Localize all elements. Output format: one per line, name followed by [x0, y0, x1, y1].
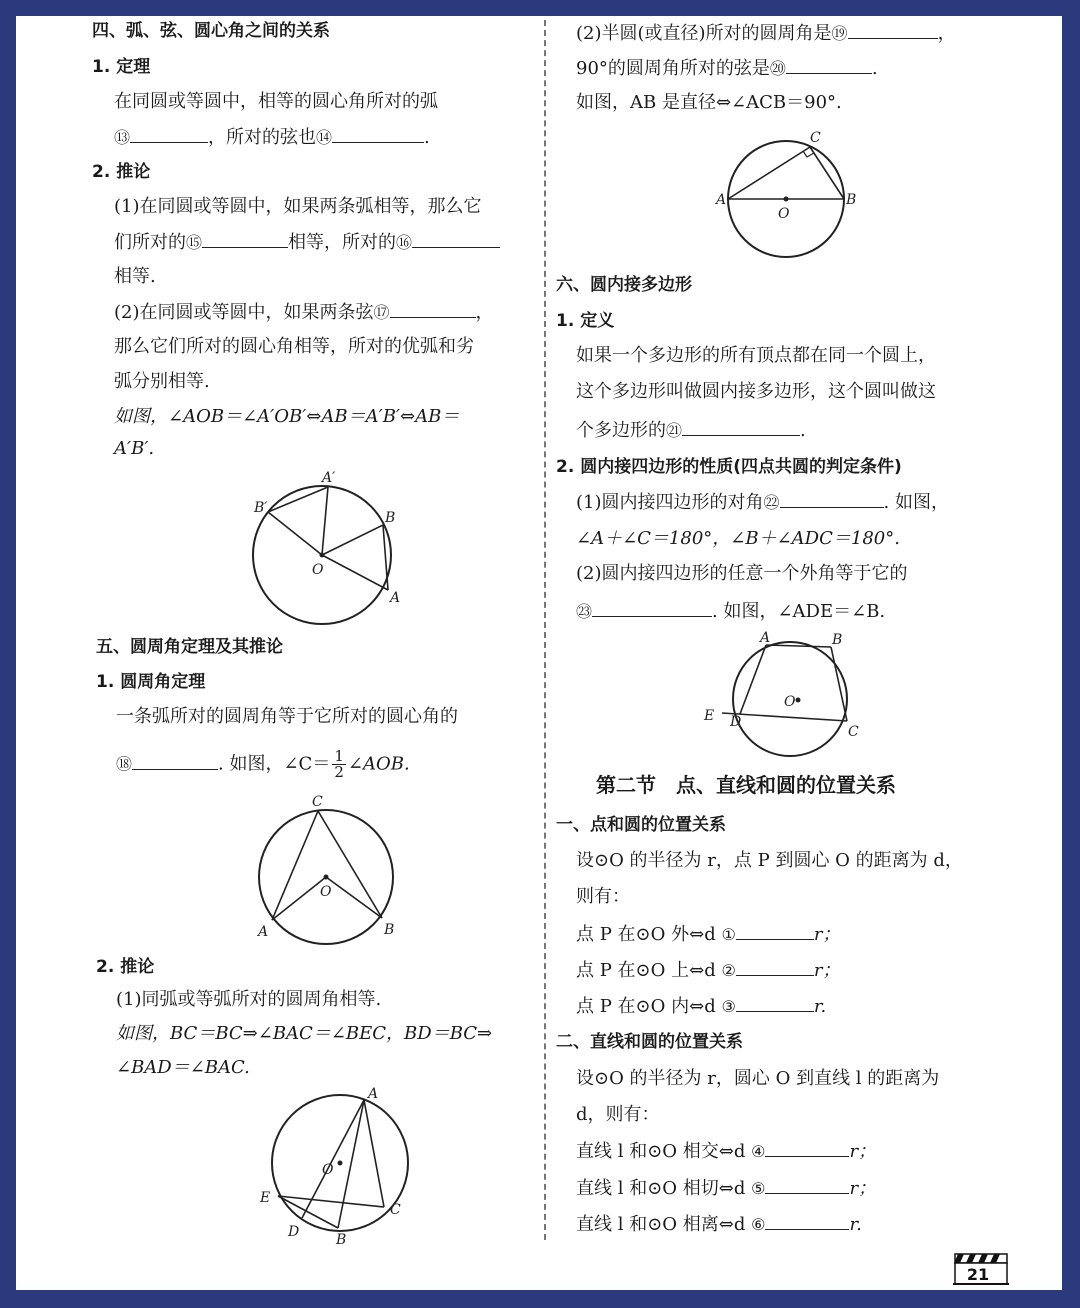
- fill-blank-17[interactable]: [390, 299, 476, 318]
- label: B: [336, 1232, 347, 1248]
- denominator: 2: [334, 763, 344, 781]
- segment: [272, 877, 326, 920]
- text-line: A′B′.: [114, 438, 155, 459]
- segment: [728, 147, 810, 199]
- fill-blank-1[interactable]: [736, 921, 814, 940]
- text-line: (1)在同圆或等圆中，如果两条弧相等，那么它: [114, 196, 482, 217]
- segment: [322, 487, 328, 555]
- text-line: 如图，AB 是直径⇔∠ACB＝90°.: [576, 92, 842, 113]
- text-line: [576, 1175, 876, 1202]
- fill-blank-5[interactable]: [765, 1175, 849, 1194]
- segment: [766, 645, 831, 647]
- label: D: [288, 1224, 300, 1240]
- label: O: [784, 694, 796, 710]
- fill-blank-6[interactable]: [765, 1211, 849, 1230]
- label: E: [260, 1190, 271, 1206]
- blank-number-15: ⑮: [186, 233, 203, 252]
- label: A: [716, 192, 727, 208]
- text-line: 则有：: [576, 886, 630, 907]
- text-line: 弧分别相等.: [114, 371, 210, 392]
- label: C: [810, 130, 821, 146]
- label: C: [312, 794, 323, 810]
- label: B′: [254, 500, 268, 516]
- blank-number-14: ⑭: [316, 128, 333, 147]
- fill-blank-2[interactable]: [736, 957, 814, 976]
- blank-number-18: ⑱: [116, 754, 133, 774]
- text-line: [576, 417, 806, 444]
- center-dot: [338, 1161, 343, 1166]
- text-span: .: [800, 420, 806, 441]
- text-span: . 如图，: [883, 492, 949, 513]
- subsection-definition-title: 1. 定义: [556, 311, 615, 331]
- subsection-inscribed-angle-title: 1. 圆周角定理: [96, 672, 206, 692]
- label: O: [778, 206, 790, 222]
- fill-blank-23[interactable]: [592, 598, 712, 617]
- text-line: [576, 20, 956, 47]
- text-line: [576, 1138, 876, 1165]
- text-line: (2)圆内接四边形的任意一个外角等于它的: [576, 563, 908, 584]
- fill-blank-19[interactable]: [848, 20, 938, 39]
- text-span: .: [871, 58, 878, 79]
- blank-number-4: ④: [751, 1142, 766, 1161]
- text-line: d，则有：: [576, 1104, 660, 1125]
- subsection-properties-title: 2. 圆内接四边形的性质(四点共圆的判定条件): [556, 457, 902, 477]
- subsection-corollary-title: 2. 推论: [92, 162, 151, 182]
- text-span: 直线 l 和⊙O 相离⇔d: [576, 1214, 746, 1235]
- blank-number-16: ⑯: [396, 233, 413, 252]
- text-span: (2)在同圆或等圆中，如果两条弦: [114, 302, 374, 323]
- label: C: [848, 724, 859, 740]
- text-span: 点 P 在⊙O 外⇔d: [576, 924, 716, 945]
- fill-blank-4[interactable]: [765, 1138, 849, 1157]
- label: A: [258, 924, 269, 940]
- blank-number-23: ㉓: [576, 602, 593, 621]
- label: O: [322, 1162, 334, 1178]
- text-span: ，: [937, 23, 956, 44]
- text-line: 如果一个多边形的所有顶点都在同一个圆上，: [576, 345, 936, 366]
- text-span: (1)圆内接四边形的对角: [576, 492, 764, 513]
- label: B: [384, 922, 395, 938]
- blank-number-17: ⑰: [373, 303, 390, 322]
- text-span: 直线 l 和⊙O 相交⇔d: [576, 1141, 746, 1162]
- text-line: [114, 124, 430, 151]
- blank-number-19: ⑲: [831, 24, 848, 43]
- center-dot: [796, 698, 801, 703]
- column-divider: [544, 20, 546, 1240]
- label: C: [390, 1202, 401, 1218]
- segment: [322, 525, 383, 555]
- label: D: [730, 714, 742, 730]
- blank-number-21: ㉑: [666, 421, 683, 440]
- text-span: 直线 l 和⊙O 相切⇔d: [576, 1178, 746, 1199]
- fill-blank-13[interactable]: [130, 124, 208, 143]
- text-span: r.: [813, 996, 827, 1017]
- segment: [302, 1100, 364, 1218]
- text-span: r.: [849, 1214, 862, 1235]
- text-span: 相等，所对的: [288, 232, 397, 253]
- label: A′: [322, 470, 336, 486]
- blank-number-3: ③: [721, 997, 736, 1016]
- text-span: (2)半圆(或直径)所对的圆周角是: [576, 23, 832, 44]
- text-line: [114, 229, 500, 256]
- segment: [318, 811, 382, 918]
- blank-number-5: ⑤: [751, 1179, 766, 1198]
- text-span: 点 P 在⊙O 内⇔d: [576, 996, 716, 1017]
- label: A: [368, 1086, 379, 1102]
- figure-equal-arcs: [256, 1088, 426, 1248]
- text-line: 这个多边形叫做圆内接多边形，这个圆叫做这: [576, 381, 936, 402]
- text-line: 设⊙O 的半径为 r，圆心 O 到直线 l 的距离为: [576, 1068, 940, 1089]
- label: A: [390, 590, 401, 606]
- text-line: [576, 489, 949, 516]
- label: B: [832, 632, 843, 648]
- label: O: [312, 562, 324, 578]
- figure-diameter-right-angle: [712, 126, 872, 276]
- section-line-circle-title: 二、直线和圆的位置关系: [556, 1032, 743, 1052]
- text-span: r；: [849, 1141, 877, 1162]
- blank-number-1: ①: [721, 925, 736, 944]
- center-dot: [320, 553, 325, 558]
- text-span: . 如图，∠C＝: [218, 753, 331, 775]
- fill-blank-14[interactable]: [332, 124, 424, 143]
- text-span: r；: [813, 924, 841, 945]
- text-span: .: [424, 127, 430, 148]
- text-line: [576, 1211, 862, 1238]
- figure-central-angles: [246, 470, 406, 634]
- segment: [272, 811, 318, 920]
- fill-blank-18[interactable]: [132, 751, 218, 770]
- blank-number-22: ㉒: [763, 493, 780, 512]
- label: E: [704, 708, 715, 724]
- label: B: [846, 192, 857, 208]
- fraction: [332, 749, 346, 780]
- text-span: ，: [475, 302, 494, 323]
- text-line: 一条弧所对的圆周角等于它所对的圆心角的: [116, 706, 458, 727]
- text-line: 相等.: [114, 266, 156, 287]
- text-line: [576, 957, 840, 984]
- fill-blank-15[interactable]: [202, 229, 288, 248]
- text-line: [576, 993, 826, 1020]
- section-heading-2: 第二节 点、直线和圆的位置关系: [596, 773, 896, 797]
- text-line: [114, 299, 494, 326]
- figure-cyclic-quadrilateral: [702, 630, 882, 774]
- text-span: 们所对的: [114, 232, 186, 253]
- section-5-title: 五、圆周角定理及其推论: [96, 637, 283, 657]
- text-line: ∠BAD＝∠BAC.: [116, 1057, 250, 1078]
- text-line: (1)同弧或等弧所对的圆周角相等.: [116, 989, 382, 1010]
- subsection-theorem-title: 1. 定理: [92, 57, 151, 77]
- fill-blank-16[interactable]: [412, 229, 500, 248]
- subsection-corollary-2-title: 2. 推论: [96, 957, 155, 977]
- label: A: [760, 630, 771, 646]
- label: B: [385, 510, 396, 526]
- figure-inscribed-angle: [246, 794, 416, 954]
- textbook-page: [16, 16, 1062, 1290]
- text-line: 如图，BC＝BC⇒∠BAC＝∠BEC，BD＝BC⇒: [116, 1023, 493, 1044]
- blank-number-2: ②: [721, 961, 736, 980]
- numerator: 1: [334, 747, 344, 765]
- center-dot: [324, 875, 329, 880]
- text-line: 设⊙O 的半径为 r，点 P 到圆心 O 的距离为 d，: [576, 850, 963, 871]
- segment: [326, 877, 382, 918]
- page-number: 21: [966, 1265, 990, 1284]
- fill-blank-22[interactable]: [780, 489, 884, 508]
- blank-number-20: ⑳: [769, 59, 786, 78]
- text-span: . 如图，∠ADE＝∠B.: [712, 601, 886, 622]
- segment: [268, 512, 322, 555]
- fill-blank-3[interactable]: [736, 993, 814, 1012]
- section-4-title: 四、弧、弦、圆心角之间的关系: [92, 21, 330, 41]
- segment: [364, 1100, 384, 1207]
- text-line: 在同圆或等圆中，相等的圆心角所对的弧: [114, 91, 438, 112]
- blank-number-6: ⑥: [751, 1215, 766, 1234]
- fill-blank-20[interactable]: [786, 55, 872, 74]
- text-line: [576, 921, 840, 948]
- text-line: [576, 598, 885, 625]
- text-span: r；: [849, 1178, 877, 1199]
- fill-blank-21[interactable]: [682, 417, 800, 436]
- text-line: [116, 749, 410, 780]
- center-dot: [784, 197, 789, 202]
- blank-number-13: ⑬: [114, 128, 131, 147]
- segment: [322, 555, 388, 590]
- text-line: 如图，∠AOB＝∠A′OB′⇔AB＝A′B′⇔AB＝: [114, 406, 460, 427]
- text-span: ∠AOB.: [347, 753, 410, 775]
- text-line: [576, 55, 878, 82]
- label: O: [320, 884, 332, 900]
- section-point-circle-title: 一、点和圆的位置关系: [556, 815, 726, 835]
- text-span: ，所对的弦也: [208, 127, 317, 148]
- text-span: r；: [813, 960, 841, 981]
- text-line: ∠A＋∠C＝180°，∠B＋∠ADC＝180°.: [576, 528, 900, 549]
- section-6-title: 六、圆内接多边形: [556, 275, 692, 295]
- text-line: 那么它们所对的圆心角相等，所对的优弧和劣: [114, 336, 474, 357]
- text-span: 90°的圆周角所对的弦是: [576, 58, 770, 79]
- text-span: 点 P 在⊙O 上⇔d: [576, 960, 716, 981]
- text-span: 个多边形的: [576, 420, 666, 441]
